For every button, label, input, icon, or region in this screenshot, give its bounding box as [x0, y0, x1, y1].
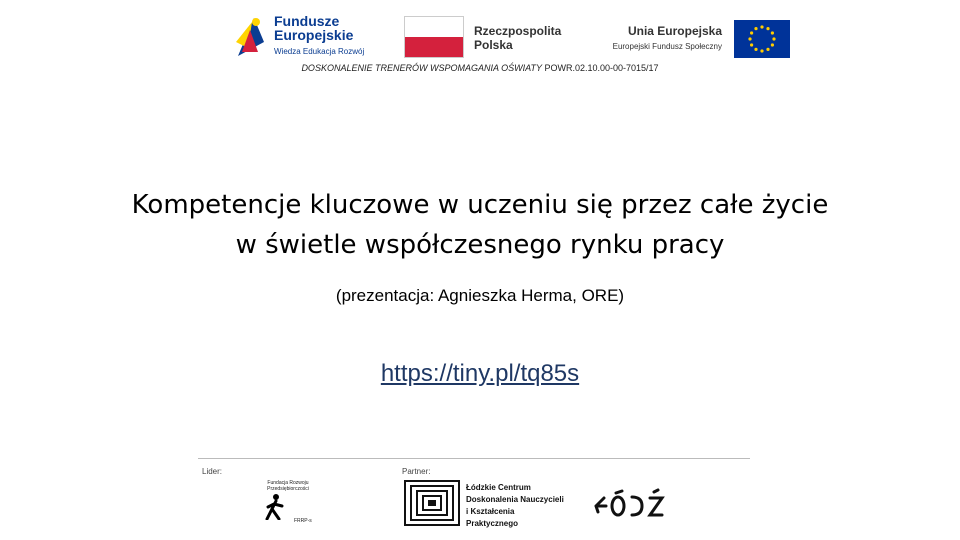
eu-flag-icon — [734, 20, 790, 58]
rp-text-line1: Rzeczpospolita — [474, 24, 562, 38]
lider-code: FRRP-s — [294, 518, 312, 524]
project-caption — [0, 63, 960, 73]
rp-text-line2: Polska — [474, 38, 513, 52]
logo-strip — [0, 10, 960, 60]
slide-title-line2: w świetle współczesnego rynku pracy — [235, 230, 725, 260]
rzeczpospolita-polska-logo — [404, 16, 574, 60]
fundusze-europejskie-logo — [234, 12, 394, 60]
unia-europejska-logo — [600, 16, 790, 60]
slide-subtitle: (prezentacja: Agnieszka Herma, ORE) — [335, 286, 625, 305]
partner-name-line3: i Kształcenia Praktycznego — [466, 507, 519, 528]
slide-title — [0, 185, 960, 265]
lider-name-line2: Przedsiębiorczości — [267, 486, 309, 492]
partner-name — [466, 482, 566, 530]
lider-logo — [256, 478, 320, 528]
fe-star-icon — [234, 12, 268, 60]
ue-text-line1: Unia Europejska — [627, 24, 722, 38]
partner-name-line1: Łódzkie Centrum — [466, 483, 531, 492]
ue-text-line2: Europejski Fundusz Społeczny — [612, 42, 722, 51]
lider-name — [256, 480, 320, 492]
footer-divider — [198, 458, 750, 459]
walking-figure-icon — [264, 494, 286, 520]
fe-text-line1: Fundusze — [274, 13, 340, 29]
footer-lider-label: Lider: — [202, 467, 223, 476]
project-name: DOSKONALENIE TRENERÓW WSPOMAGANIA OŚWIATY — [301, 63, 542, 73]
ldnikp-logo-icon — [404, 480, 460, 526]
presentation-link[interactable]: https://tiny.pl/tq85s — [380, 360, 580, 387]
fe-text-line3: Wiedza Edukacja Rozwój — [274, 47, 365, 56]
partner-name-line2: Doskonalenia Nauczycieli — [466, 495, 564, 504]
footer-partner-label: Partner: — [402, 467, 431, 476]
polish-flag-icon — [404, 16, 464, 58]
link-container — [0, 360, 960, 388]
slide-title-line1: Kompetencje kluczowe w uczeniu się przez całe życie — [131, 190, 829, 220]
lodz-city-logo — [592, 488, 666, 520]
lider-name-line1: Fundacja Rozwoju — [267, 480, 309, 486]
project-code: POWR.02.10.00-00-7015/17 — [541, 63, 659, 73]
fe-text-line2: Europejskie — [274, 27, 354, 43]
